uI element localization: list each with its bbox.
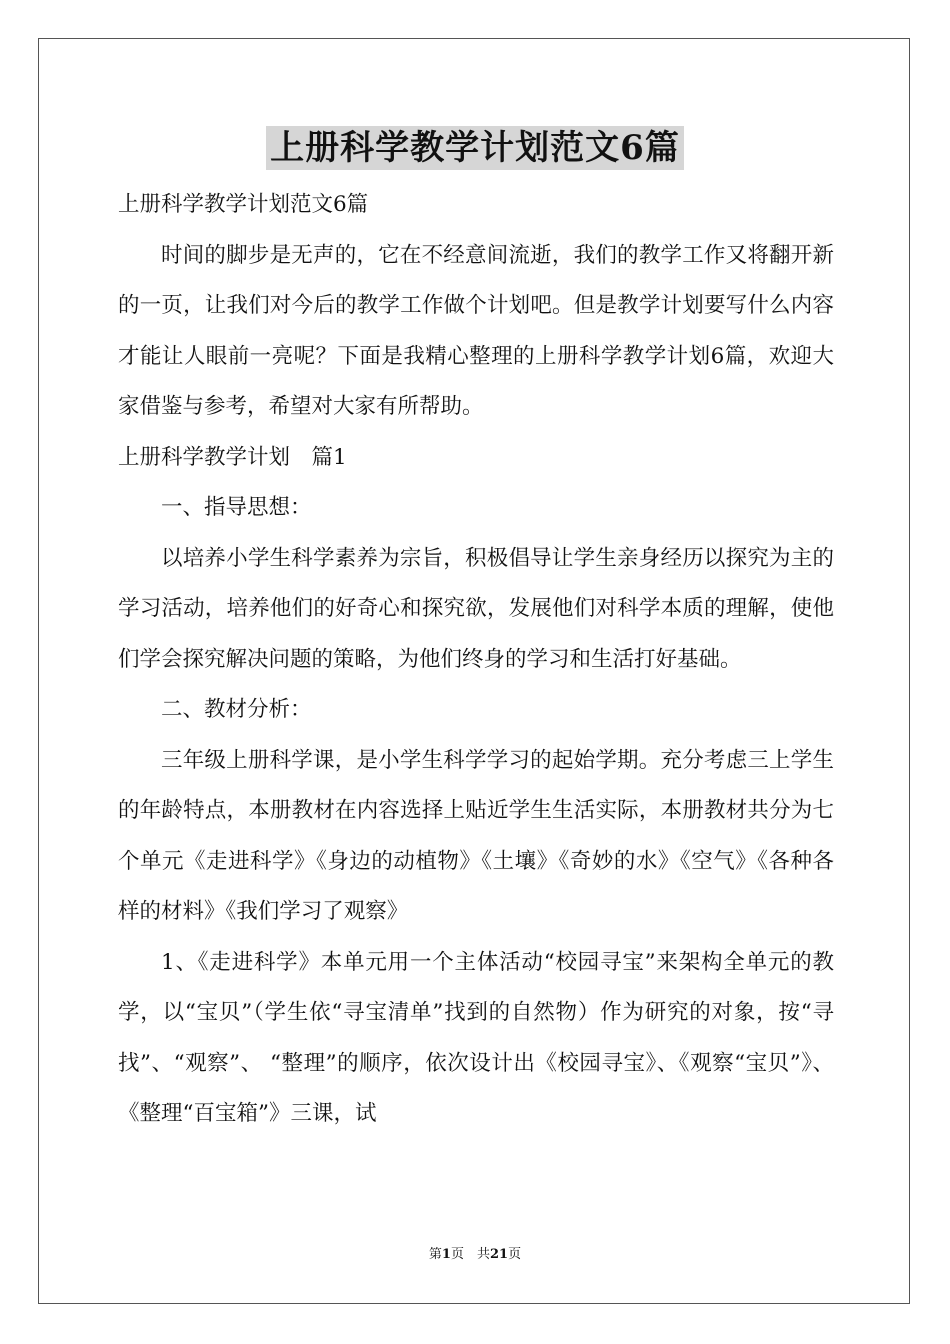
- footer-page-suffix: 页: [508, 1247, 522, 1262]
- guiding-ideology-paragraph: 以培养小学生科学素养为宗旨，积极倡导让学生亲身经历以探究为主的学习活动，培养他们的好奇心和探究欲，发展他们对科学本质的理解，使他们学会探究解决问题的策略，为他们终身的学习和生活打好基础。: [118, 545, 834, 672]
- page-footer: [0, 1246, 950, 1264]
- footer-page-mid: 页 共: [450, 1247, 490, 1262]
- footer-page-total: 21: [489, 1247, 509, 1262]
- heading-textbook-analysis: 二、教材分析：: [161, 697, 312, 722]
- document-subtitle: 上册科学教学计划范文6篇: [118, 192, 369, 217]
- intro-paragraph: 时间的脚步是无声的，它在不经意间流逝，我们的教学工作又将翻开新的一页，让我们对今后的教学工作做个计划吧。但是教学计划要写什么内容才能让人眼前一亮呢？下面是我精心整理的上册科学教学计划6篇，欢迎大家借鉴与参考，希望对大家有所帮助。: [118, 242, 834, 419]
- section-heading: 上册科学教学计划 篇1: [118, 444, 347, 470]
- document-body: [118, 180, 834, 1140]
- title-block: [0, 126, 950, 170]
- heading-guiding-ideology: 一、指导思想：: [161, 495, 312, 520]
- textbook-analysis-paragraph: 三年级上册科学课，是小学生科学学习的起始学期。充分考虑三上学生的年龄特点，本册教材在内容选择上贴近学生生活实际，本册教材共分为七个单元《走进科学》《身边的动植物》《土壤》《奇妙的水》《空气》《各种各样的材料》《我们学习了观察》: [118, 747, 834, 924]
- unit-one-paragraph: 1、《走进科学》本单元用一个主体活动“校园寻宝”来架构全单元的教学，以“宝贝”（学生依“寻宝清单”找到的自然物）作为研究的对象，按“寻找”、“观察”、 “整理”的顺序，依次设计出《校园寻宝》、《观察“宝贝”》、《整理“百宝箱”》三课，试: [118, 949, 834, 1126]
- document-title: 上册科学教学计划范文6篇: [266, 126, 684, 170]
- footer-page-prefix: 第: [428, 1247, 442, 1262]
- footer-page-current: 1: [441, 1247, 451, 1262]
